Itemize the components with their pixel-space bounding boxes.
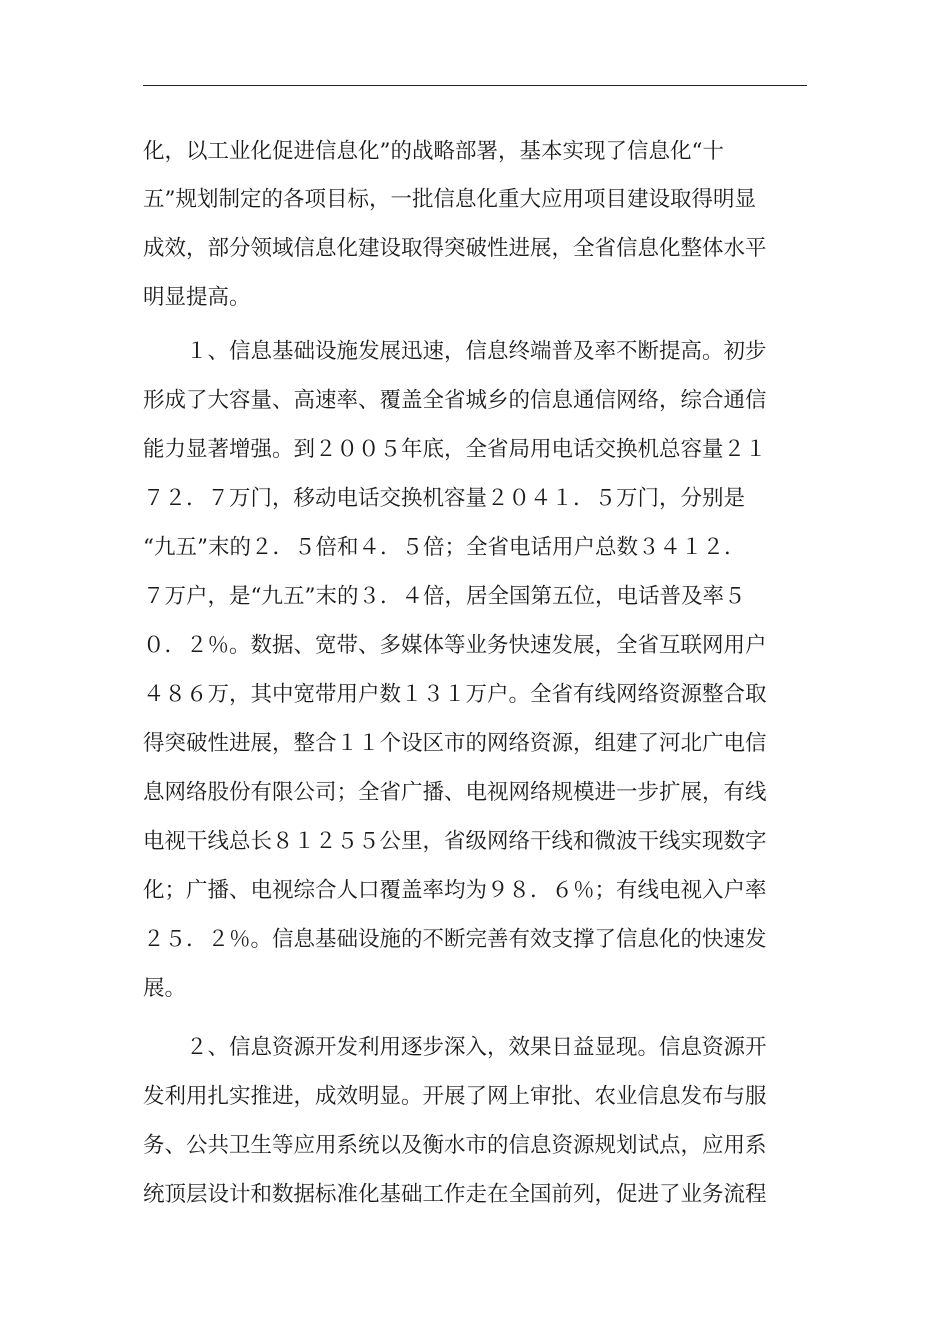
text-line: 形成了大容量、高速率、覆盖全省城乡的信息通信网络，综合通信 xyxy=(143,388,767,413)
text-line: 息网络股份有限公司；全省广播、电视网络规模进一步扩展，有线 xyxy=(143,780,767,805)
text-line: 成效，部分领域信息化建设取得突破性进展，全省信息化整体水平 xyxy=(143,236,767,261)
text-line: 统顶层设计和数据标准化基础工作走在全国前列，促进了业务流程 xyxy=(143,1182,767,1207)
text-line: 展。 xyxy=(143,976,187,1001)
text-line: 务、公共卫生等应用系统以及衡水市的信息资源规划试点，应用系 xyxy=(143,1133,767,1158)
text-line: 化，以工业化促进信息化”的战略部署，基本实现了信息化“十 xyxy=(143,139,724,164)
header-rule xyxy=(143,85,807,86)
text-line: ７２．７万门，移动电话交换机容量２０４１．５万门，分别是 xyxy=(143,486,746,511)
text-line: ７万户，是“九五”末的３．４倍，居全国第五位，电话普及率５ xyxy=(143,584,746,609)
text-line: 发利用扎实推进，成效明显。开展了网上审批、农业信息发布与服 xyxy=(143,1084,767,1109)
text-line: １、信息基础设施发展迅速，信息终端普及率不断提高。初步 xyxy=(186,339,767,364)
text-line: 能力显著增强。到２００５年底，全省局用电话交换机总容量２１ xyxy=(143,437,767,462)
text-line: 化；广播、电视综合人口覆盖率均为９８．６％；有线电视入户率 xyxy=(143,878,767,903)
text-line: ４８６万，其中宽带用户数１３１万户。全省有线网络资源整合取 xyxy=(143,682,767,707)
text-line: “九五”末的２．５倍和４．５倍；全省电话用户总数３４１２． xyxy=(143,535,746,560)
text-line: 电视干线总长８１２５５公里，省级网络干线和微波干线实现数字 xyxy=(143,829,767,854)
text-line: 明显提高。 xyxy=(143,285,251,310)
text-line: 得突破性进展，整合１１个设区市的网络资源，组建了河北广电信 xyxy=(143,731,767,756)
text-line: ０．２％。数据、宽带、多媒体等业务快速发展，全省互联网用户 xyxy=(143,633,767,658)
text-line: ２、信息资源开发利用逐步深入，效果日益显现。信息资源开 xyxy=(186,1035,767,1060)
text-line: 五”规划制定的各项目标，一批信息化重大应用项目建设取得明显 xyxy=(143,187,756,212)
text-line: ２５．２％。信息基础设施的不断完善有效支撑了信息化的快速发 xyxy=(143,927,767,952)
